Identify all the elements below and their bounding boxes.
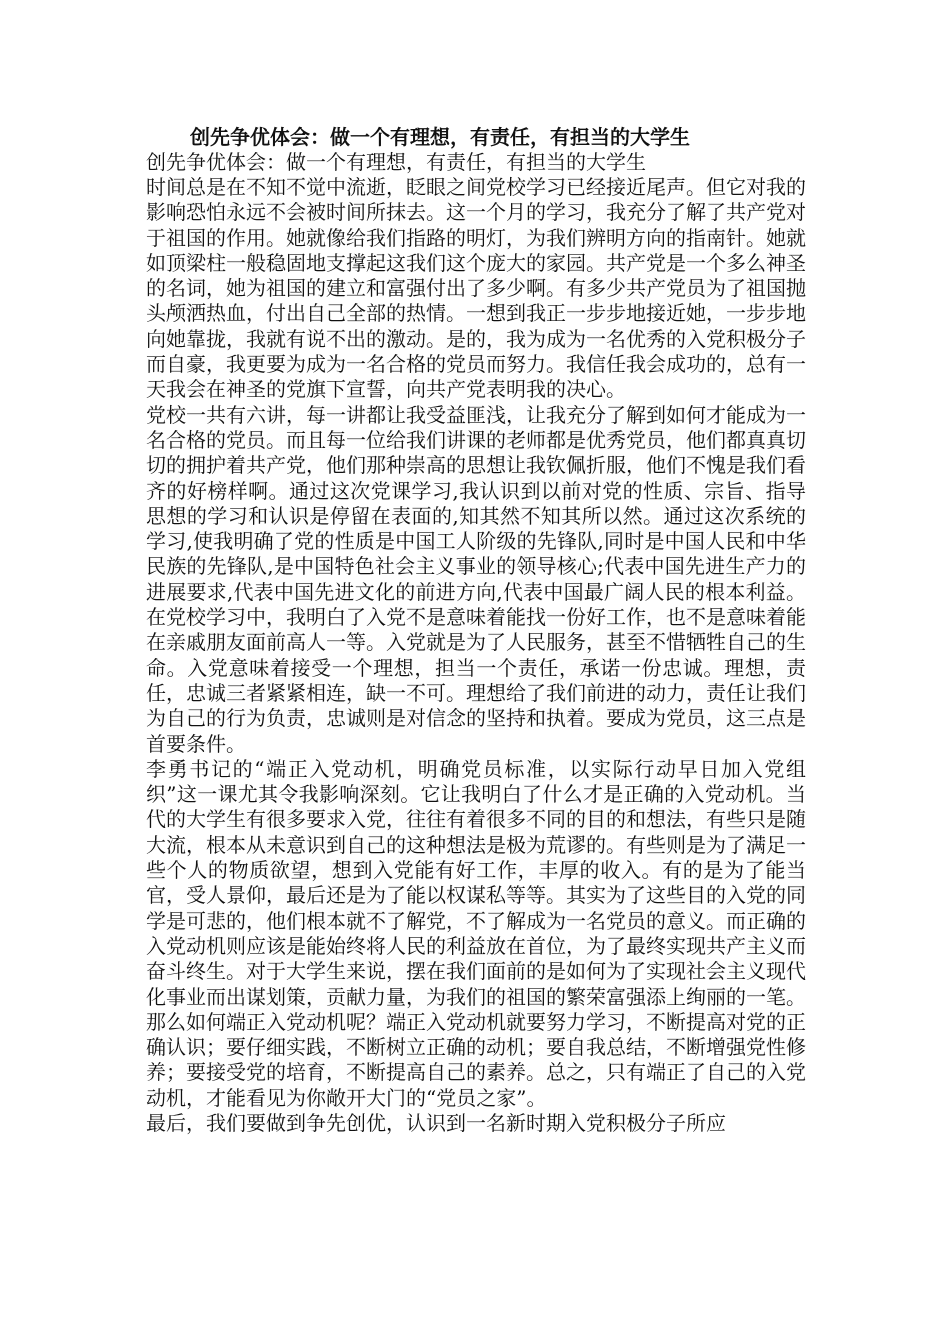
paragraph-3: 李勇书记的“端正入党动机，明确党员标准，以实际行动早日加入党组织”这一课尤其令我影响深刻。它让我明白了什么才是正确的入党动机。当代的大学生有很多要求入党，往往有着很多不同的目的和想法，有些只是随大流，根本从未意识到自己的这种想法是极为荒谬的。有些则是为了满足一些个人的物质欲望，想到入党能有好工作，丰厚的收入。有的是为了能当官，受人景仰，最后还是为了能以权谋私等等。其实为了这些目的入党的同学是可悲的，他们根本就不了解党，不了解成为一名党员的意义。而正确的入党动机则应该是能始终将人民的利益放在首位，为了最终实现共产主义而奋斗终生。对于大学生来说，摆在我们面前的是如何为了实现社会主义现代化事业而出谋划策，贡献力量，为我们的祖国的繁荣富强添上绚丽的一笔。那么如何端正入党动机呢？端正入党动机就要努力学习，不断提高对党的正确认识；要仔细实践，不断树立正确的动机；要自我总结，不断增强党性修养；要接受党的培育，不断提高自己的素养。总之，只有端正了自己的入党动机，才能看见为你敞开大门的“党员之家”。 xyxy=(146,756,806,1110)
document-title: 创先争优体会：做一个有理想，有责任，有担当的大学生 xyxy=(190,125,690,149)
paragraph-2: 党校一共有六讲，每一讲都让我受益匪浅，让我充分了解到如何才能成为一名合格的党员。而且每一位给我们讲课的老师都是优秀党员，他们都真真切切的拥护着共产党，他们那种崇高的思想让我钦佩折服，他们不愧是我们看齐的好榜样啊。通过这次党课学习,我认识到以前对党的性质、宗旨、指导思想的学习和认识是停留在表面的,知其然不知其所以然。通过这次系统的学习,使我明确了党的性质是中国工人阶级的先锋队,同时是中国人民和中华民族的先锋队,是中国特色社会主义事业的领导核心;代表中国先进生产力的进展要求,代表中国先进文化的前进方向,代表中国最广阔人民的根本利益。在党校学习中，我明白了入党不是意味着能找一份好工作，也不是意味着能在亲戚朋友面前高人一等。入党就是为了人民服务，甚至不惜牺牲自己的生命。入党意味着接受一个理想，担当一个责任，承诺一份忠诚。理想，责任，忠诚三者紧紧相连，缺一不可。理想给了我们前进的动力，责任让我们为自己的行为负责，忠诚则是对信念的坚持和执着。要成为党员，这三点是首要条件。 xyxy=(146,402,806,756)
paragraph-4: 最后，我们要做到争先创优，认识到一名新时期入党积极分子所应 xyxy=(146,1110,726,1135)
document-body xyxy=(146,124,806,1136)
paragraph-1: 时间总是在不知不觉中流逝，眨眼之间党校学习已经接近尾声。但它对我的影响恐怕永远不会被时间所抹去。这一个月的学习，我充分了解了共产党对于祖国的作用。她就像给我们指路的明灯，为我们辨明方向的指南针。她就如顶梁柱一般稳固地支撑起这我们这个庞大的家园。共产党是一个多么神圣的名词，她为祖国的建立和富强付出了多少啊。有多少共产党员为了祖国抛头颅洒热血，付出自己全部的热情。一想到我正一步步地接近她，一步步地向她靠拢，我就有说不出的激动。是的，我为成为一名优秀的入党积极分子而自豪，我更要为成为一名合格的党员而努力。我信任我会成功的，总有一天我会在神圣的党旗下宣誓，向共产党表明我的决心。 xyxy=(146,175,806,402)
document-subtitle: 创先争优体会：做一个有理想，有责任，有担当的大学生 xyxy=(146,150,646,174)
